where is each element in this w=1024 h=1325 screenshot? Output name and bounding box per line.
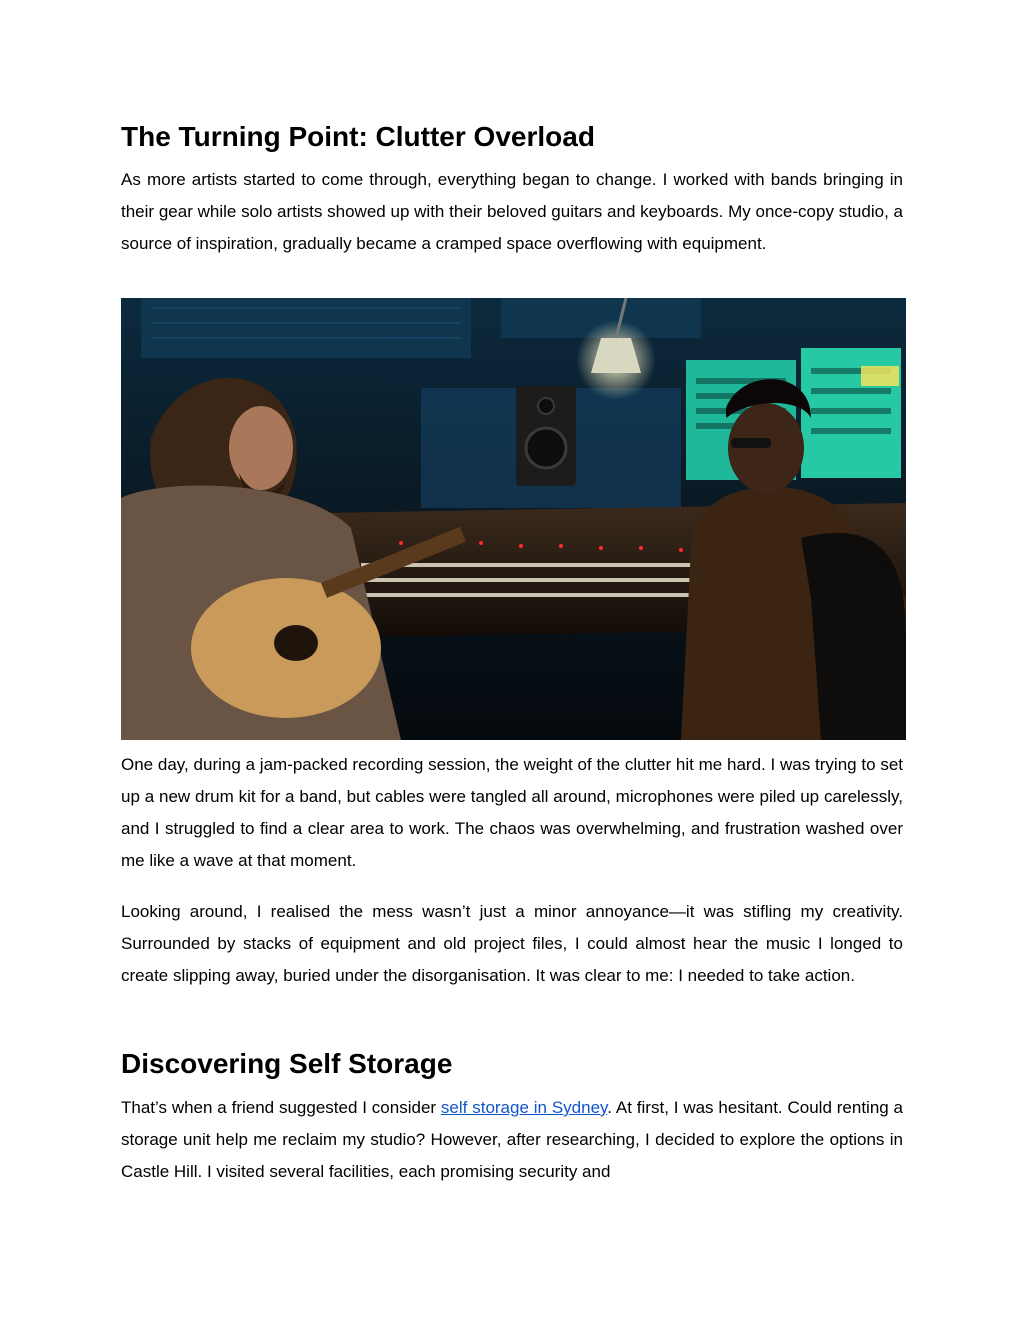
section-heading-self-storage: Discovering Self Storage bbox=[121, 1048, 453, 1079]
paragraph-text-before-link: That’s when a friend suggested I consider bbox=[121, 1098, 441, 1117]
paragraph-recording-session: One day, during a jam-packed recording session, the weight of the clutter hit me hard. I was trying to set up a new drum kit for a band, but cables were tangled all around, microphones were piled up carelessly, and I struggled to find a clear area to work. The chaos was overwhelming, and frustration washed over me like a wave at that moment. bbox=[121, 755, 903, 870]
paragraph-text-after-link: . At first, I was hesitant. Could renting a storage unit help me reclaim my studio? However, after researching, I decided to explore the options in Castle Hill. I visited several facilities, each promising security and bbox=[121, 1098, 904, 1181]
paragraph-artists-change: As more artists started to come through, everything began to change. I worked with bands bringing in their gear while solo artists showed up with their beloved guitars and keyboards. My once-copy studio, a source of inspiration, gradually became a cramped space overflowing with equipment. bbox=[121, 170, 903, 253]
studio-photo bbox=[121, 298, 906, 740]
section-heading-turning-point: The Turning Point: Clutter Overload bbox=[121, 121, 595, 152]
paragraph-friend-suggested bbox=[121, 1092, 903, 1188]
self-storage-sydney-link[interactable]: self storage in Sydney bbox=[440, 1098, 608, 1117]
paragraph-looking-around: Looking around, I realised the mess wasn’t just a minor annoyance—it was stifling my creativity. Surrounded by stacks of equipment and old project files, I could almost hear the music I longed to create slipping away, buried under the disorganisation. It was clear to me: I needed to take action. bbox=[121, 902, 903, 985]
